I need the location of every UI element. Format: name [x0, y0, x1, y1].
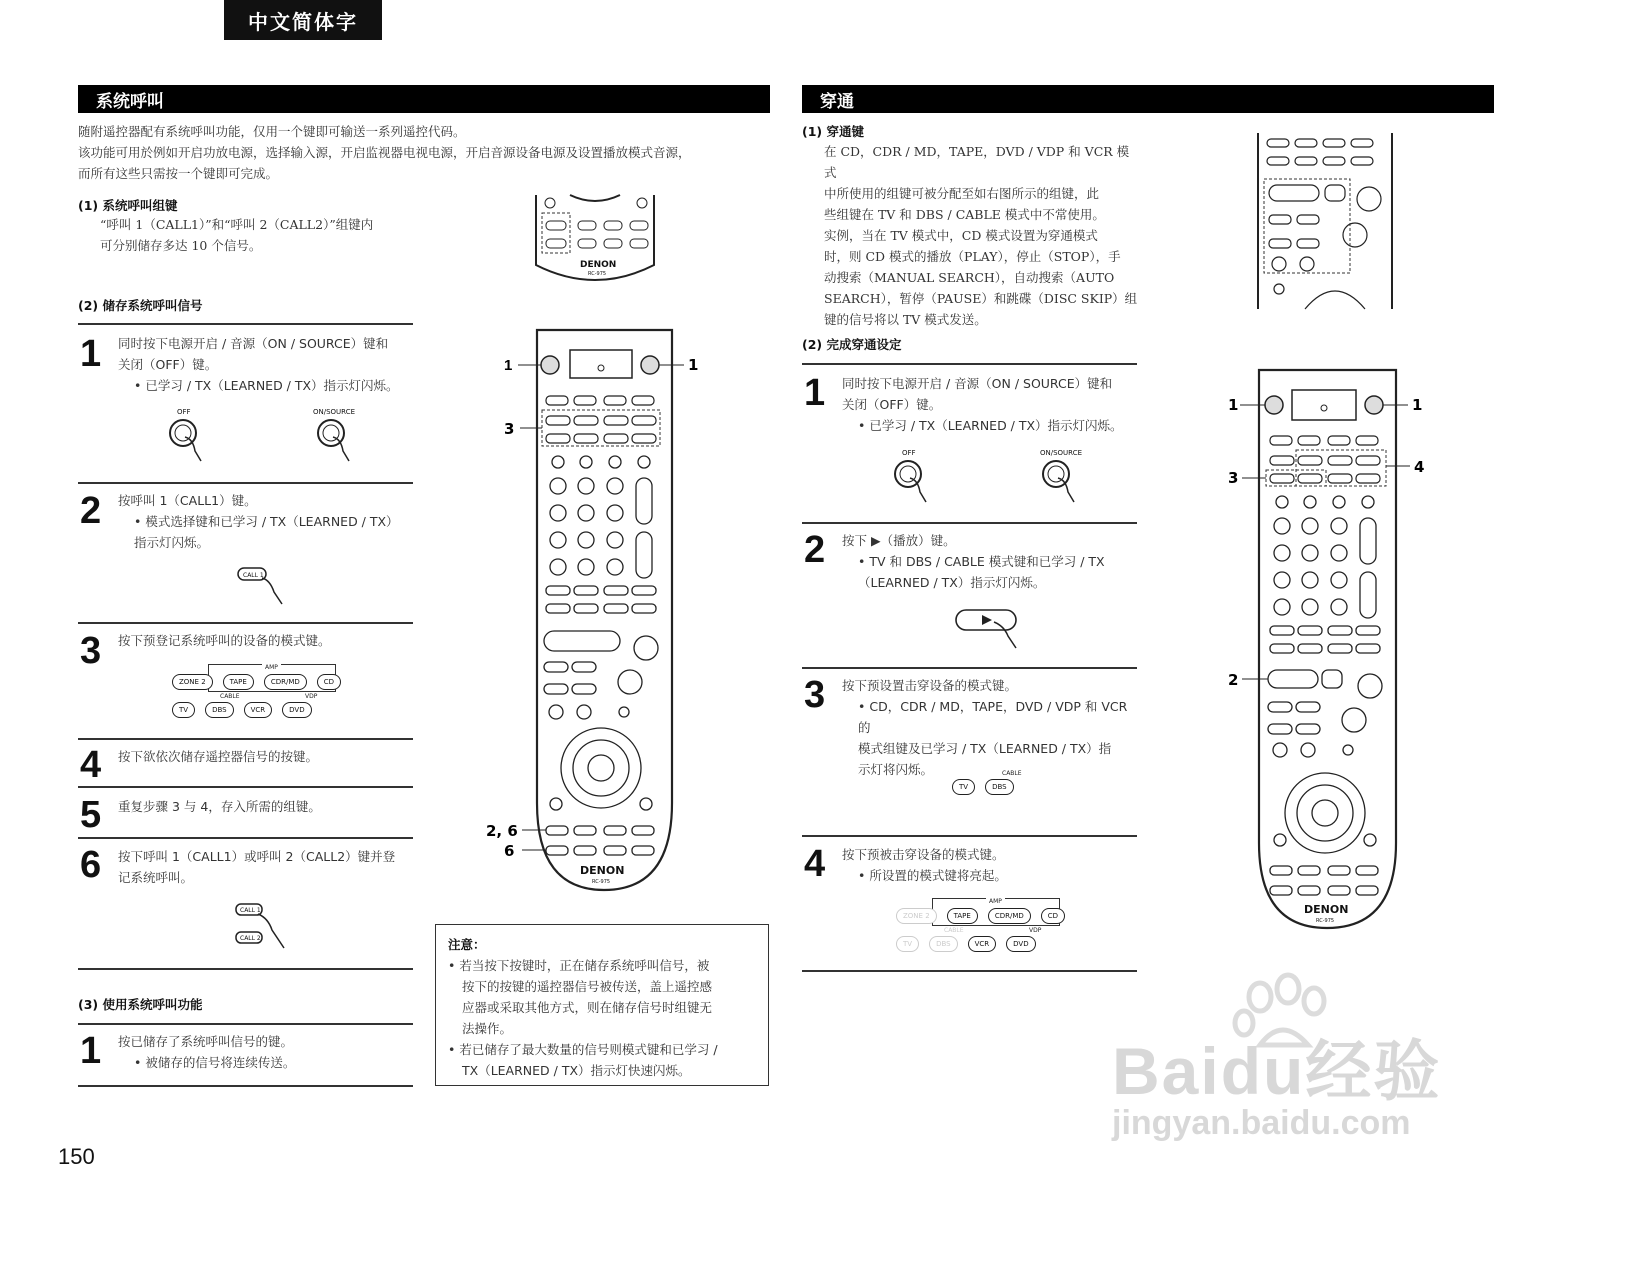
note-line: 若已储存了最大数量的信号则模式键和已学习 / [459, 1042, 718, 1057]
desc-line: 时，则 CD 模式的播放（PLAY），停止（STOP），手 [824, 249, 1121, 264]
subheading-use-call: (3) 使用系统呼叫功能 [78, 997, 203, 1012]
step-number: 3 [80, 630, 102, 672]
cd-key: CD [317, 674, 341, 690]
divider [78, 1023, 413, 1025]
callout-4: 4 [1414, 458, 1425, 476]
desc-line: 动搜索（MANUAL SEARCH），自动搜索（AUTO [824, 270, 1115, 285]
step-text [118, 333, 413, 396]
callout-3: 3 [1228, 469, 1239, 487]
desc-line: SEARCH），暂停（PAUSE）和跳碟（DISC SKIP）组 [824, 291, 1138, 306]
mode-keys-lit-figure [896, 898, 1086, 954]
intro-line: 随附遥控器配有系统呼叫功能，仅用一个键即可输送一系列遥控代码。 [78, 124, 466, 139]
remote-model-text: RC-975 [1316, 918, 1335, 924]
subheading-punch-keys: (1) 穿通键 [802, 124, 864, 139]
step-text [842, 844, 1137, 886]
vcr-key: VCR [244, 702, 273, 718]
intro-paragraph [78, 121, 768, 184]
watermark-logo-text: Baidu经验 [1112, 1034, 1442, 1108]
fig-label: VDP [1029, 927, 1042, 934]
fig-label: CABLE [220, 693, 240, 700]
remote-brand-text: DENON [580, 864, 625, 877]
section-title-punch-through: 穿通 [802, 85, 1494, 113]
step-bullet: • 被储存的信号将连续传送。 [134, 1055, 296, 1070]
step-number: 2 [80, 490, 102, 532]
desc-line: 键的信号将以 TV 模式发送。 [824, 312, 987, 327]
callout-1: 1 [504, 357, 513, 374]
callout-1: 1 [1412, 396, 1423, 414]
step-number: 1 [80, 333, 102, 375]
step-bullet: • TV 和 DBS / CABLE 模式键和已学习 / TX [858, 554, 1105, 569]
fig-label: CABLE [944, 927, 964, 934]
step-text: 按下欲依次储存遥控器信号的按键。 [118, 749, 319, 764]
step-number: 6 [80, 844, 102, 886]
step-line: 记系统呼叫。 [118, 870, 194, 885]
cdr-md-key: CDR/MD [264, 674, 307, 690]
cdr-md-key: CDR/MD [988, 908, 1031, 924]
step-text: 重复步骤 3 与 4，存入所需的组键。 [118, 799, 321, 814]
language-tab: 中文简体字 [224, 0, 382, 40]
note-line: TX（LEARNED / TX）指示灯快速闪烁。 [462, 1063, 691, 1078]
tv-dbs-keys-figure [952, 770, 1052, 810]
step-line: 按呼叫 1（CALL1）键。 [118, 493, 257, 508]
note-item: • 若已储存了最大数量的信号则模式键和已学习 / TX（LEARNED / TX）指示灯快速闪烁。 [448, 1039, 756, 1081]
note-line: 法操作。 [462, 1021, 513, 1036]
desc-line: 些组键在 TV 和 DBS / CABLE 模式中不常使用。 [824, 207, 1105, 222]
cd-key: CD [1041, 908, 1065, 924]
note-line: 若当按下按键时，正在储存系统呼叫信号，被 [459, 958, 710, 973]
call1-call2-press-figure [234, 902, 304, 952]
step-number: 3 [804, 674, 826, 716]
step-number: 2 [804, 529, 826, 571]
divider [802, 835, 1137, 837]
off-on-button-press-figure [890, 446, 1090, 508]
tv-key: TV [952, 779, 975, 795]
remote-crop-illustration [1255, 133, 1395, 309]
step-number: 1 [804, 372, 826, 414]
callout-1: 1 [688, 356, 699, 374]
dvd-key: DVD [282, 702, 311, 718]
divider [78, 738, 413, 740]
fig-label: ON/SOURCE [1040, 449, 1083, 457]
page-number: 150 [58, 1144, 95, 1169]
step-bullet: • CD，CDR / MD，TAPE，DVD / VDP 和 VCR 的 [858, 699, 1128, 735]
call1-press-figure [236, 564, 306, 606]
remote-control-illustration-right [1224, 368, 1434, 934]
callout-2: 2 [1228, 671, 1239, 689]
step-line: 同时按下电源开启 / 音源（ON / SOURCE）键和 [118, 336, 389, 351]
fig-label: CALL 2 [240, 935, 261, 942]
divider [78, 786, 413, 788]
remote-model-text: RC-975 [592, 879, 611, 885]
bullet-text: 已学习 / TX（LEARNED / TX）指示灯闪烁。 [145, 378, 399, 393]
note-box [435, 924, 769, 1086]
watermark-url: jingyan.baidu.com [1112, 1104, 1411, 1142]
step-bullet-cont: 指示灯闪烁。 [134, 535, 210, 550]
step-text [842, 675, 1137, 780]
zone2-key: ZONE 2 [172, 674, 213, 690]
divider [802, 363, 1137, 365]
callout-1: 1 [1228, 396, 1239, 414]
step-number: 4 [804, 843, 826, 885]
step-line: 按已储存了系统呼叫信号的键。 [118, 1034, 294, 1049]
fig-label: AMP [262, 664, 281, 671]
step-line: 按下预设置击穿设备的模式键。 [842, 678, 1018, 693]
step-number: 4 [80, 744, 102, 786]
step-bullet-cont: （LEARNED / TX）指示灯闪烁。 [858, 575, 1046, 590]
fig-label: CALL 1 [243, 572, 264, 579]
desc-line: 实例，当在 TV 模式中，CD 模式设置为穿通模式 [824, 228, 1098, 243]
divider [78, 622, 413, 624]
divider [802, 970, 1137, 972]
zone2-key: ZONE 2 [896, 908, 937, 924]
tv-key: TV [896, 936, 919, 952]
dvd-key: DVD [1006, 936, 1035, 952]
divider [78, 968, 413, 970]
step-line: 同时按下电源开启 / 音源（ON / SOURCE）键和 [842, 376, 1113, 391]
note-line: 应器或采取其他方式，则在储存信号时组键无 [462, 1000, 713, 1015]
tv-key: TV [172, 702, 195, 718]
divider [78, 1085, 413, 1087]
remote-model-text: RC-975 [588, 271, 607, 277]
fig-label: VDP [305, 693, 318, 700]
subheading-store-call: (2) 储存系统呼叫信号 [78, 298, 203, 313]
step-text [842, 373, 1137, 436]
remote-bottom-illustration [530, 195, 660, 287]
desc-line: 可分别储存多达 10 个信号。 [100, 238, 262, 253]
dbs-key: DBS [205, 702, 234, 718]
divider [802, 667, 1137, 669]
remote-control-illustration-left [486, 328, 710, 896]
step-text: 按下预登记系统呼叫的设备的模式键。 [118, 633, 331, 648]
step-text [842, 530, 1137, 593]
punch-keys-desc [824, 141, 1139, 330]
section-title-system-call: 系统呼叫 [78, 85, 770, 113]
bullet-text: TV 和 DBS / CABLE 模式键和已学习 / TX [869, 554, 1105, 569]
bullet-text: 被储存的信号将连续传送。 [145, 1055, 296, 1070]
tape-key: TAPE [947, 908, 978, 924]
vcr-key: VCR [968, 936, 997, 952]
dbs-key: DBS [929, 936, 958, 952]
fig-label: AMP [986, 898, 1005, 905]
bullet-text: 模式选择键和已学习 / TX（LEARNED / TX） [145, 514, 399, 529]
callout-3: 3 [504, 420, 515, 438]
step-line: 按下预被击穿设备的模式键。 [842, 847, 1005, 862]
step-number: 5 [80, 794, 102, 836]
fig-label: ON/SOURCE [313, 408, 356, 416]
intro-line: 而所有这些只需按一个键即可完成。 [78, 166, 279, 181]
step-number: 1 [80, 1030, 102, 1072]
off-on-button-press-figure [165, 405, 365, 467]
desc-line: 在 CD，CDR / MD，TAPE，DVD / VDP 和 VCR 模式 [824, 144, 1130, 180]
step-line: 按下呼叫 1（CALL1）或呼叫 2（CALL2）键并登 [118, 849, 396, 864]
step-bullet: • 模式选择键和已学习 / TX（LEARNED / TX） [134, 514, 399, 529]
fig-label: CALL 1 [240, 907, 261, 914]
dbs-key: DBS [985, 779, 1014, 795]
fig-label: CABLE [1002, 770, 1022, 777]
desc-line: 中所使用的组键可被分配至如右图所示的组键，此 [824, 186, 1100, 201]
step-line: 按下 ▶（播放）键。 [842, 533, 956, 548]
call-keys-desc [100, 214, 420, 256]
desc-line: “呼叫 1（CALL1）”和“呼叫 2（CALL2）”组键内 [100, 217, 374, 232]
intro-line: 该功能可用於例如开启功放电源，选择输入源，开启监视器电视电源，开启音源设备电源及设置播放模式音源， [78, 145, 691, 160]
callout-6: 6 [504, 842, 515, 860]
divider [78, 323, 413, 325]
note-title: 注意： [448, 937, 486, 952]
step-text [118, 490, 413, 553]
divider [78, 482, 413, 484]
step-line: 关闭（OFF）键。 [842, 397, 942, 412]
bullet-text: 已学习 / TX（LEARNED / TX）指示灯闪烁。 [869, 418, 1123, 433]
step-text [118, 846, 413, 888]
step-bullet: • 已学习 / TX（LEARNED / TX）指示灯闪烁。 [134, 378, 399, 393]
fig-label: OFF [177, 408, 191, 416]
step-bullet: • 所设置的模式键将亮起。 [858, 868, 1007, 883]
remote-brand-text: DENON [1304, 903, 1349, 916]
bullet-text: CD，CDR / MD，TAPE，DVD / VDP 和 VCR 的 [858, 699, 1128, 735]
remote-brand-text: DENON [580, 260, 617, 270]
subheading-complete-punch: (2) 完成穿通设定 [802, 337, 902, 352]
fig-label: OFF [902, 449, 916, 457]
divider [78, 837, 413, 839]
callout-2-6: 2, 6 [486, 822, 518, 840]
note-item: • 若当按下按键时，正在储存系统呼叫信号，被 按下的按键的遥控器信号被传送，盖上遥控感 应器或采取其他方式，则在储存信号时组键无 法操作。 [448, 955, 756, 1039]
step-line: 关闭（OFF）键。 [118, 357, 218, 372]
step-bullet-cont: 示灯将闪烁。 [858, 762, 934, 777]
bullet-text: 所设置的模式键将亮起。 [869, 868, 1007, 883]
play-button-press-figure [954, 606, 1034, 652]
divider [802, 522, 1137, 524]
subheading-call-keys: (1) 系统呼叫组键 [78, 198, 178, 213]
step-text [118, 1031, 413, 1073]
tape-key: TAPE [223, 674, 254, 690]
step-bullet: • 已学习 / TX（LEARNED / TX）指示灯闪烁。 [858, 418, 1123, 433]
note-line: 按下的按键的遥控器信号被传送，盖上遥控感 [462, 979, 713, 994]
step-bullet-cont: 模式组键及已学习 / TX（LEARNED / TX）指 [858, 741, 1112, 756]
